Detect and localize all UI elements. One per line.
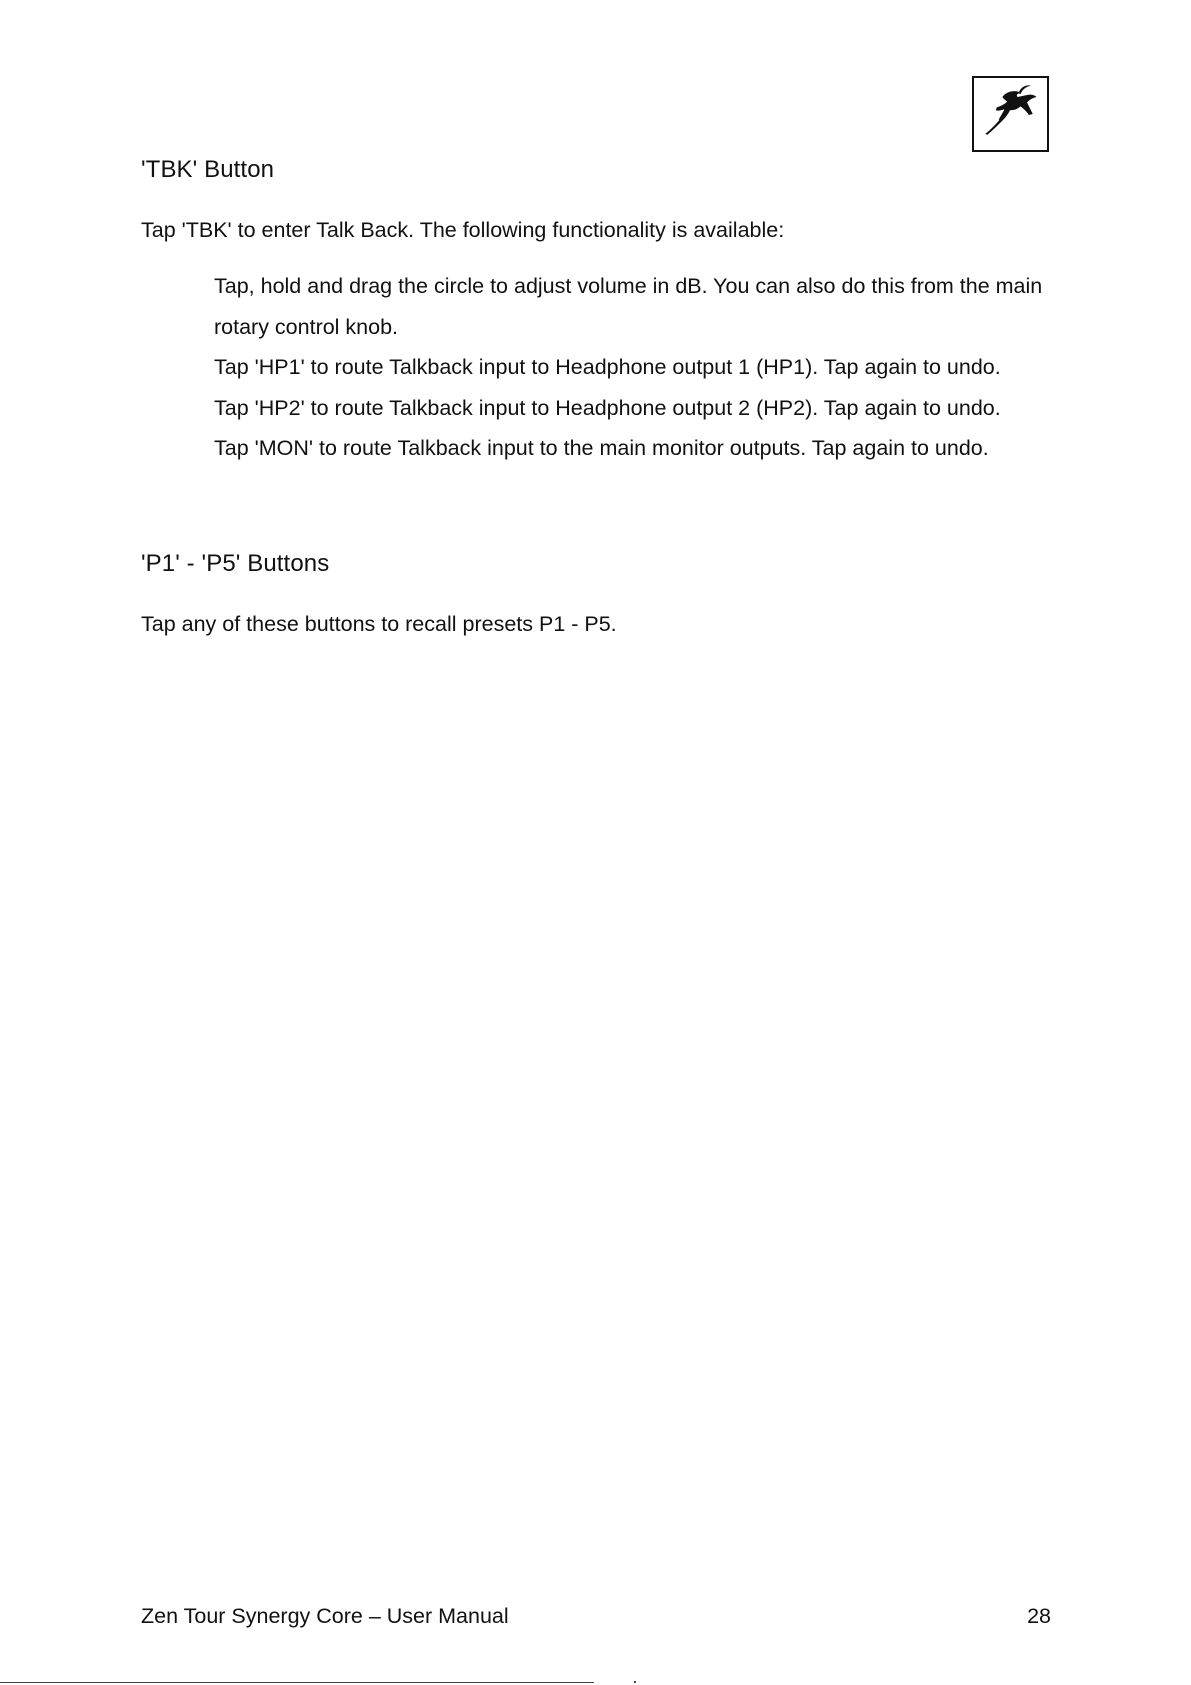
antelope-logo-icon bbox=[972, 76, 1049, 152]
footer-document-title: Zen Tour Synergy Core – User Manual bbox=[141, 1604, 509, 1628]
footer-page-number: 28 bbox=[1027, 1604, 1051, 1628]
bottom-divider bbox=[0, 1682, 594, 1683]
list-item: Tap 'HP2' to route Talkback input to Headphone output 2 (HP2). Tap again to undo. bbox=[214, 395, 1001, 420]
list-item: Tap 'MON' to route Talkback input to the main monitor outputs. Tap again to undo. bbox=[214, 436, 989, 460]
section-intro-tbk: Tap 'TBK' to enter Talk Back. The following functionality is available: bbox=[141, 218, 785, 242]
bottom-divider-tick bbox=[634, 1681, 636, 1683]
list-item: Tap 'HP1' to route Talkback input to Headphone output 1 (HP1). Tap again to undo. bbox=[214, 355, 1001, 379]
section-heading-presets: 'P1' - 'P5' Buttons bbox=[141, 550, 330, 577]
tbk-functionality-list bbox=[214, 266, 1064, 469]
list-item bbox=[214, 266, 1064, 347]
list-item-text: Tap, hold and drag the circle to adjust volume in dB. You can also do this from the main rotary control knob. bbox=[214, 274, 1043, 339]
section-intro-presets: Tap any of these buttons to recall presets P1 - P5. bbox=[141, 612, 617, 636]
section-heading-tbk: 'TBK' Button bbox=[141, 156, 275, 183]
